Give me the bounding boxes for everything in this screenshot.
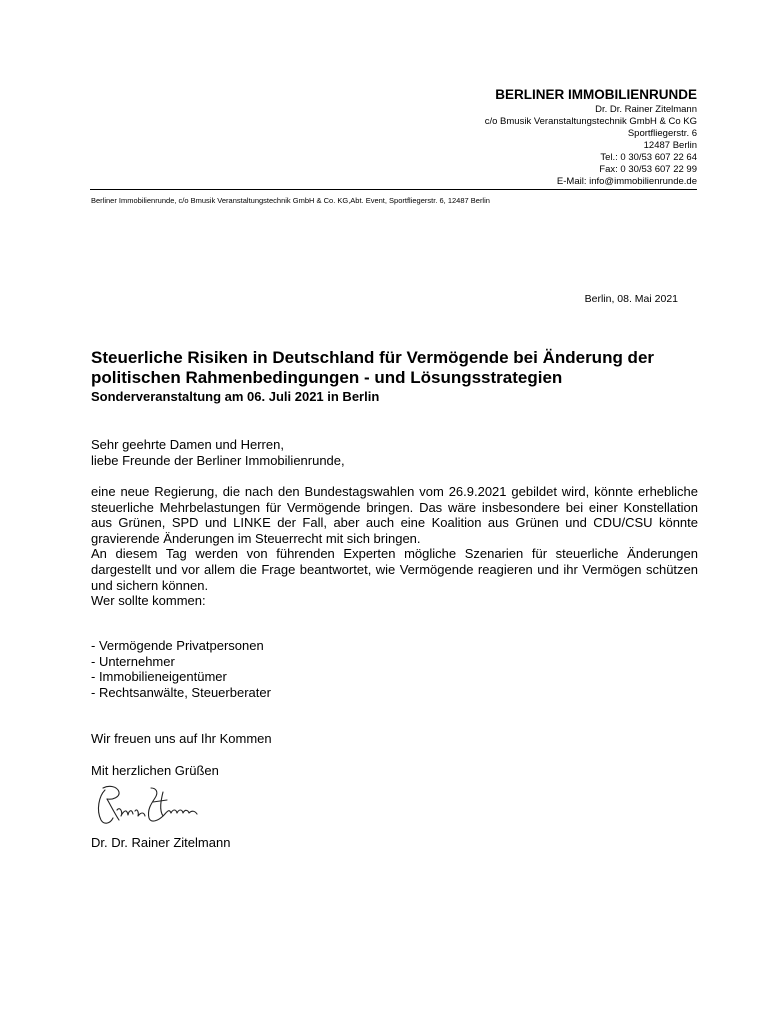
- letter-title: Steuerliche Risiken in Deutschland für Vermögende bei Änderung der politischen Rahmenbedingungen - und Lösungsstrategien: [91, 348, 655, 387]
- letterhead-fax: Fax: 0 30/53 607 22 99: [599, 164, 697, 175]
- list-item: - Rechtsanwälte, Steuerberater: [91, 684, 271, 700]
- letterhead-company: c/o Bmusik Veranstaltungstechnik GmbH & Co KG: [484, 116, 697, 127]
- letterhead-street: Sportfliegerstr. 6: [627, 128, 697, 139]
- letterhead-contact-name: Dr. Dr. Rainer Zitelmann: [595, 104, 697, 115]
- letterhead-phone: Tel.: 0 30/53 607 22 64: [600, 152, 697, 163]
- sender-address-line: Berliner Immobilienrunde, c/o Bmusik Veranstaltungstechnik GmbH & Co. KG,Abt. Event, Sportfliegerstr. 6, 12487 Berlin: [91, 196, 490, 205]
- letterhead-org-name: BERLINER IMMOBILIENRUNDE: [495, 87, 697, 102]
- letter-date: Berlin, 08. Mai 2021: [584, 293, 678, 305]
- salutation: [91, 437, 698, 468]
- closing-greeting: Mit herzlichen Grüßen: [91, 763, 219, 778]
- signer-name: Dr. Dr. Rainer Zitelmann: [91, 835, 231, 850]
- closing-line: Wir freuen uns auf Ihr Kommen: [91, 731, 272, 746]
- letterhead: [277, 87, 697, 188]
- list-item: - Vermögende Privatpersonen: [91, 638, 264, 653]
- letter-subtitle: Sonderveranstaltung am 06. Juli 2021 in Berlin: [91, 389, 380, 404]
- body-paragraph: An diesem Tag werden von führenden Experten mögliche Szenarien für steuerliche Änderungen dargestellt und vor allem die Frage beantwortet, wie Vermögende reagieren und ihr Vermögen schützen und sichern können.: [91, 546, 698, 593]
- body-paragraph: eine neue Regierung, die nach den Bundestagswahlen vom 26.9.2021 gebildet wird, könnte erhebliche steuerliche Mehrbelastungen für Vermögende bringen. Das wäre insbesondere bei einer Konstellation aus Grünen, SPD und LINKE der Fall, aber auch eine Koalition aus Grünen und CDU/CSU könnte gravierende Änderungen im Steuerrecht mit sich bringen.: [91, 484, 698, 546]
- letter-body: [91, 484, 698, 609]
- body-paragraph: Wer sollte kommen:: [91, 593, 206, 609]
- audience-list: [91, 638, 698, 700]
- letterhead-email: E-Mail: info@immobilienrunde.de: [556, 176, 697, 187]
- handwritten-signature: [93, 782, 213, 830]
- header-divider: [90, 189, 697, 190]
- salutation-line: Sehr geehrte Damen und Herren,: [91, 437, 284, 452]
- list-item: - Immobilieneigentümer: [91, 669, 227, 685]
- letterhead-city: 12487 Berlin: [643, 140, 697, 151]
- salutation-line: liebe Freunde der Berliner Immobilienrunde,: [91, 452, 345, 468]
- list-item: - Unternehmer: [91, 653, 175, 669]
